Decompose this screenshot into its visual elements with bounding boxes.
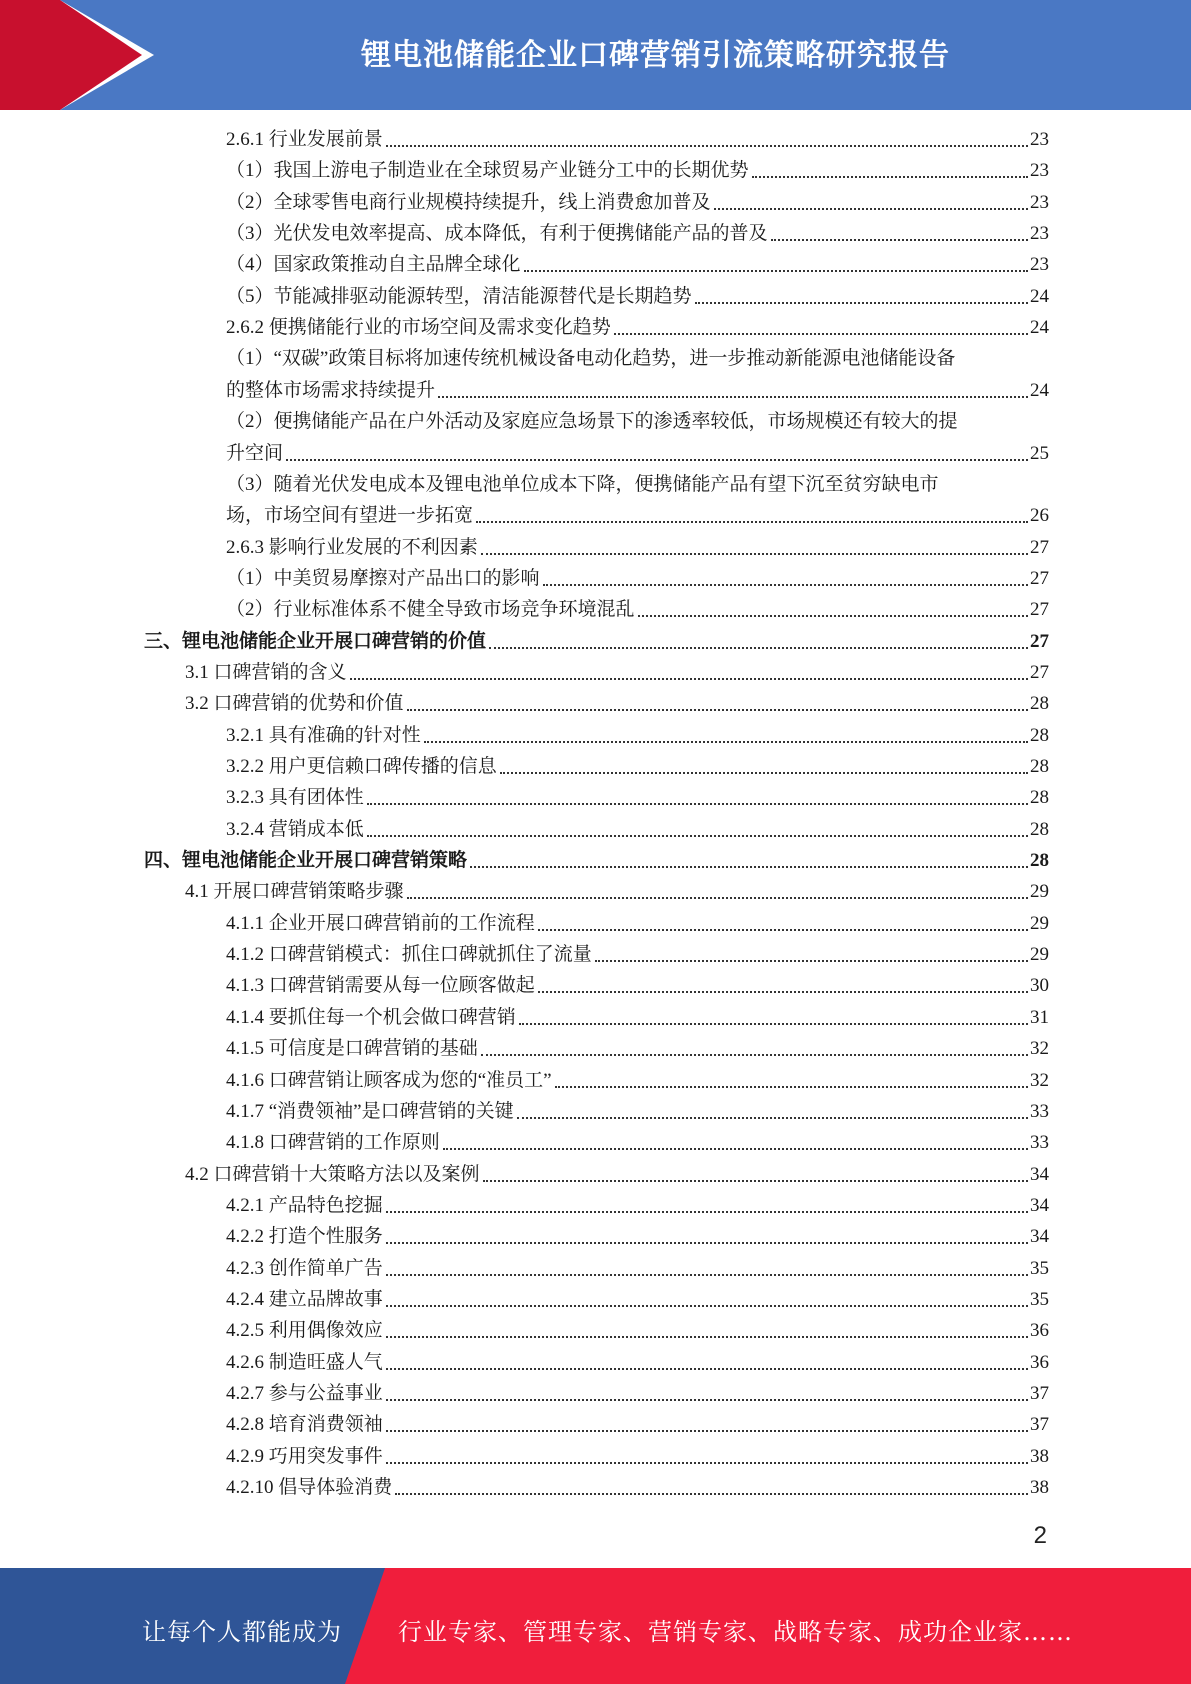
- toc-entry-text: 4.1.7 “消费领袖”是口碑营销的关键: [226, 1100, 514, 1122]
- toc-entry[interactable]: [226, 754, 1049, 780]
- toc-entry-page: 28: [1030, 787, 1049, 809]
- toc-entry-page: 28: [1030, 693, 1049, 715]
- footer-slogan-left: 让每个人都能成为: [142, 1618, 342, 1646]
- toc-entry[interactable]: [185, 660, 1049, 686]
- toc-entry-text: 3.2.4 营销成本低: [226, 818, 364, 840]
- toc-dot-leader: [595, 960, 1028, 962]
- toc-entry-text: 2.6.3 影响行业发展的不利因素: [226, 536, 478, 558]
- toc-entry-text: 4.2.4 建立品牌故事: [226, 1288, 383, 1310]
- toc-entry[interactable]: [226, 1444, 1049, 1470]
- toc-entry-text: 4.2 口碑营销十大策略方法以及案例: [185, 1163, 480, 1185]
- toc-entry[interactable]: [226, 1099, 1049, 1125]
- toc-entry[interactable]: [226, 942, 1049, 968]
- toc-entry-page: 33: [1030, 1100, 1049, 1122]
- toc-entry-text: （2）便携储能产品在户外活动及家庭应急场景下的渗透率较低，市场规模还有较大的提: [226, 411, 958, 433]
- toc-entry[interactable]: [226, 127, 1049, 153]
- toc-dot-leader: [386, 1462, 1028, 1464]
- toc-entry-page: 27: [1030, 536, 1049, 558]
- toc-entry-page: 34: [1030, 1163, 1049, 1185]
- toc-entry[interactable]: [226, 723, 1049, 749]
- toc-entry-text: 3.2.1 具有准确的针对性: [226, 724, 421, 746]
- toc-entry-page: 29: [1030, 912, 1049, 934]
- toc-entry-page: 24: [1030, 379, 1049, 401]
- toc-entry[interactable]: [226, 1256, 1049, 1282]
- toc-entry-text: 四、锂电池储能企业开展口碑营销策略: [144, 850, 468, 872]
- toc-entry-page: 28: [1030, 756, 1049, 777]
- toc-dot-leader: [386, 1368, 1028, 1370]
- toc-entry-text: 4.2.1 产品特色挖掘: [226, 1194, 383, 1216]
- toc-dot-leader: [695, 302, 1028, 304]
- toc-entry[interactable]: [226, 441, 1049, 467]
- toc-entry-page: 33: [1030, 1132, 1049, 1154]
- toc-entry[interactable]: [144, 629, 1049, 655]
- toc-dot-leader: [367, 803, 1028, 805]
- toc-entry[interactable]: [226, 1318, 1049, 1344]
- toc-entry[interactable]: [226, 503, 1049, 529]
- toc-dot-leader: [386, 1274, 1028, 1276]
- toc-entry-text: 4.1.8 口碑营销的工作原则: [226, 1132, 440, 1154]
- toc-entry[interactable]: [226, 1005, 1049, 1031]
- toc-entry-page: 28: [1030, 850, 1049, 872]
- toc-dot-leader: [771, 239, 1028, 241]
- toc-entry-page: 30: [1030, 975, 1049, 997]
- toc-entry-text: （1）中美贸易摩擦对产品出口的影响: [226, 567, 540, 589]
- toc-dot-leader: [517, 1117, 1028, 1119]
- toc-entry-text: 4.2.7 参与公益事业: [226, 1383, 383, 1404]
- toc-entry-text: 3.2.3 具有团体性: [226, 787, 364, 809]
- toc-dot-leader: [483, 1180, 1028, 1182]
- toc-entry-text: 3.2.2 用户更信赖口碑传播的信息: [226, 756, 497, 777]
- toc-entry-text: （1）“双碳”政策目标将加速传统机械设备电动化趋势，进一步推动新能源电池储能设备: [226, 348, 956, 370]
- toc-entry-text: 场，市场空间有望进一步拓宽: [226, 505, 474, 527]
- toc-entry-text: 的整体市场需求持续提升: [226, 379, 436, 401]
- toc-entry[interactable]: [226, 252, 1049, 278]
- toc-dot-leader: [407, 897, 1028, 899]
- toc-dot-leader: [638, 615, 1028, 617]
- toc-entry-text: 4.2.10 倡导体验消费: [226, 1477, 393, 1499]
- toc-entry-page: 27: [1030, 630, 1049, 652]
- page-footer: [0, 1568, 1191, 1684]
- toc-entry[interactable]: [226, 785, 1049, 811]
- toc-entry-page: 23: [1030, 254, 1049, 276]
- toc-dot-leader: [386, 145, 1028, 147]
- toc-entry[interactable]: [226, 1475, 1049, 1501]
- toc-entry-text: 升空间: [226, 442, 284, 464]
- toc-entry-text: （2）行业标准体系不健全导致市场竞争环境混乱: [226, 599, 635, 621]
- toc-entry-text: 4.2.2 打造个性服务: [226, 1226, 383, 1248]
- toc-entry-page: 38: [1030, 1445, 1049, 1467]
- header-arrow-icon: [60, 0, 142, 110]
- toc-entry-text: 4.2.8 培育消费领袖: [226, 1414, 383, 1436]
- toc-entry-page: 35: [1030, 1257, 1049, 1279]
- header-red-block: [0, 0, 60, 110]
- toc-entry[interactable]: [185, 1162, 1049, 1188]
- toc-entry-page: 37: [1030, 1383, 1049, 1404]
- toc-entry[interactable]: [226, 346, 1049, 372]
- toc-dot-leader: [714, 208, 1028, 210]
- toc-dot-leader: [386, 1242, 1028, 1244]
- toc-entry-page: 23: [1030, 191, 1049, 213]
- toc-dot-leader: [386, 1399, 1028, 1401]
- toc-entry[interactable]: [226, 911, 1049, 937]
- toc-entry[interactable]: [185, 879, 1049, 905]
- toc-dot-leader: [614, 333, 1028, 335]
- toc-entry-page: 27: [1030, 599, 1049, 621]
- toc-entry-page: 38: [1030, 1477, 1049, 1499]
- toc-dot-leader: [407, 709, 1028, 711]
- toc-entry-text: （5）节能减排驱动能源转型，清洁能源替代是长期趋势: [226, 285, 692, 307]
- report-title: 锂电池储能企业口碑营销引流策略研究报告: [361, 38, 950, 73]
- toc-dot-leader: [538, 991, 1028, 993]
- toc-entry-text: 三、锂电池储能企业开展口碑营销的价值: [144, 630, 487, 652]
- toc-entry[interactable]: [226, 315, 1049, 341]
- toc-dot-leader: [476, 521, 1028, 523]
- toc-dot-leader: [386, 1305, 1028, 1307]
- toc-dot-leader: [489, 647, 1028, 649]
- toc-dot-leader: [386, 1336, 1028, 1338]
- toc-entry[interactable]: [226, 378, 1049, 404]
- toc-entry[interactable]: [226, 1130, 1049, 1156]
- toc-entry[interactable]: [226, 535, 1049, 561]
- toc-entry[interactable]: [226, 817, 1049, 843]
- toc-entry[interactable]: [226, 1412, 1049, 1438]
- toc-entry-text: 4.2.9 巧用突发事件: [226, 1445, 383, 1467]
- toc-entry[interactable]: [226, 973, 1049, 999]
- page-header: [0, 0, 1191, 110]
- toc-entry-text: （3）光伏发电效率提高、成本降低，有利于便携储能产品的普及: [226, 223, 768, 245]
- toc-entry[interactable]: [226, 1381, 1049, 1407]
- toc-entry[interactable]: [226, 1350, 1049, 1376]
- toc-entry[interactable]: [226, 1224, 1049, 1250]
- toc-entry[interactable]: [226, 1287, 1049, 1313]
- toc-entry-page: 36: [1030, 1320, 1049, 1342]
- toc-entry[interactable]: [226, 190, 1049, 216]
- toc-dot-leader: [543, 584, 1028, 586]
- page-number: 2: [1033, 1522, 1047, 1549]
- toc-dot-leader: [424, 741, 1028, 743]
- toc-entry[interactable]: [226, 1068, 1049, 1094]
- toc-entry-page: 23: [1030, 160, 1049, 182]
- toc-entry[interactable]: [226, 1193, 1049, 1219]
- toc-entry-page: 27: [1030, 567, 1049, 589]
- toc-dot-leader: [470, 866, 1028, 868]
- toc-dot-leader: [438, 396, 1028, 398]
- toc-entry-page: 34: [1030, 1194, 1049, 1216]
- toc-dot-leader: [752, 176, 1028, 178]
- toc-dot-leader: [286, 459, 1028, 461]
- toc-entry[interactable]: [226, 158, 1049, 184]
- toc-dot-leader: [500, 772, 1028, 774]
- toc-entry-text: 2.6.1 行业发展前景: [226, 129, 383, 150]
- toc-entry-text: 4.1.4 要抓住每一个机会做口碑营销: [226, 1006, 516, 1028]
- toc-entry-page: 26: [1030, 505, 1049, 527]
- toc-dot-leader: [367, 835, 1028, 837]
- toc-dot-leader: [555, 1086, 1028, 1088]
- toc-entry-text: （2）全球零售电商行业规模持续提升，线上消费愈加普及: [226, 191, 711, 213]
- toc-entry-page: 37: [1030, 1414, 1049, 1436]
- toc-entry-page: 24: [1030, 317, 1049, 339]
- toc-dot-leader: [519, 1023, 1028, 1025]
- toc-dot-leader: [524, 270, 1028, 272]
- toc-entry-page: 36: [1030, 1351, 1049, 1373]
- toc-entry-page: 27: [1030, 661, 1049, 683]
- toc-entry-text: 2.6.2 便携储能行业的市场空间及需求变化趋势: [226, 317, 611, 339]
- toc-entry-text: 4.1.6 口碑营销让顾客成为您的“准员工”: [226, 1069, 552, 1091]
- toc-entry-text: 4.1.1 企业开展口碑营销前的工作流程: [226, 912, 535, 934]
- toc-entry-page: 25: [1030, 442, 1049, 464]
- toc-entry-page: 31: [1030, 1006, 1049, 1028]
- toc-entry-text: （3）随着光伏发电成本及锂电池单位成本下降，便携储能产品有望下沉至贫穷缺电市: [226, 473, 939, 495]
- toc-dot-leader: [538, 929, 1028, 931]
- toc-entry[interactable]: [226, 472, 1049, 498]
- toc-entry-page: 32: [1030, 1038, 1049, 1060]
- toc-entry-text: 3.2 口碑营销的优势和价值: [185, 693, 404, 715]
- toc-entry[interactable]: [185, 691, 1049, 717]
- toc-dot-leader: [350, 678, 1028, 680]
- toc-entry[interactable]: [226, 221, 1049, 247]
- toc-entry-page: 35: [1030, 1288, 1049, 1310]
- toc-entry-text: 4.1.5 可信度是口碑营销的基础: [226, 1038, 478, 1060]
- toc-entry-page: 28: [1030, 724, 1049, 746]
- toc-entry-text: 4.1.3 口碑营销需要从每一位顾客做起: [226, 975, 535, 997]
- toc-entry-text: 3.1 口碑营销的含义: [185, 661, 347, 683]
- toc-dot-leader: [443, 1148, 1028, 1150]
- footer-slogan-right: 行业专家、管理专家、营销专家、战略专家、成功企业家……: [398, 1618, 1073, 1646]
- toc-dot-leader: [395, 1493, 1028, 1495]
- toc-dot-leader: [386, 1430, 1028, 1432]
- toc-entry[interactable]: [226, 409, 1049, 435]
- toc-dot-leader: [481, 1054, 1028, 1056]
- toc-entry-page: 28: [1030, 818, 1049, 840]
- toc-entry-page: 29: [1030, 881, 1049, 903]
- toc-entry[interactable]: [226, 1036, 1049, 1062]
- toc-entry[interactable]: [226, 284, 1049, 310]
- toc-entry-text: （1）我国上游电子制造业在全球贸易产业链分工中的长期优势: [226, 160, 749, 182]
- toc-entry-text: （4）国家政策推动自主品牌全球化: [226, 254, 521, 276]
- toc-entry-text: 4.1 开展口碑营销策略步骤: [185, 881, 404, 903]
- toc-entry[interactable]: [144, 848, 1049, 874]
- toc-entry-page: 29: [1030, 944, 1049, 966]
- toc-entry-page: 23: [1030, 129, 1049, 150]
- toc-entry-text: 4.2.6 制造旺盛人气: [226, 1351, 383, 1373]
- toc-entry-text: 4.2.5 利用偶像效应: [226, 1320, 383, 1342]
- toc-entry[interactable]: [226, 566, 1049, 592]
- toc-entry-text: 4.2.3 创作简单广告: [226, 1257, 383, 1279]
- toc-dot-leader: [386, 1211, 1028, 1213]
- toc-entry-page: 24: [1030, 285, 1049, 307]
- toc-dot-leader: [481, 553, 1028, 555]
- toc-entry[interactable]: [226, 597, 1049, 623]
- toc-entry-page: 34: [1030, 1226, 1049, 1248]
- toc-entry-text: 4.1.2 口碑营销模式：抓住口碑就抓住了流量: [226, 944, 592, 966]
- toc-entry-page: 32: [1030, 1069, 1049, 1091]
- toc-entry-page: 23: [1030, 223, 1049, 245]
